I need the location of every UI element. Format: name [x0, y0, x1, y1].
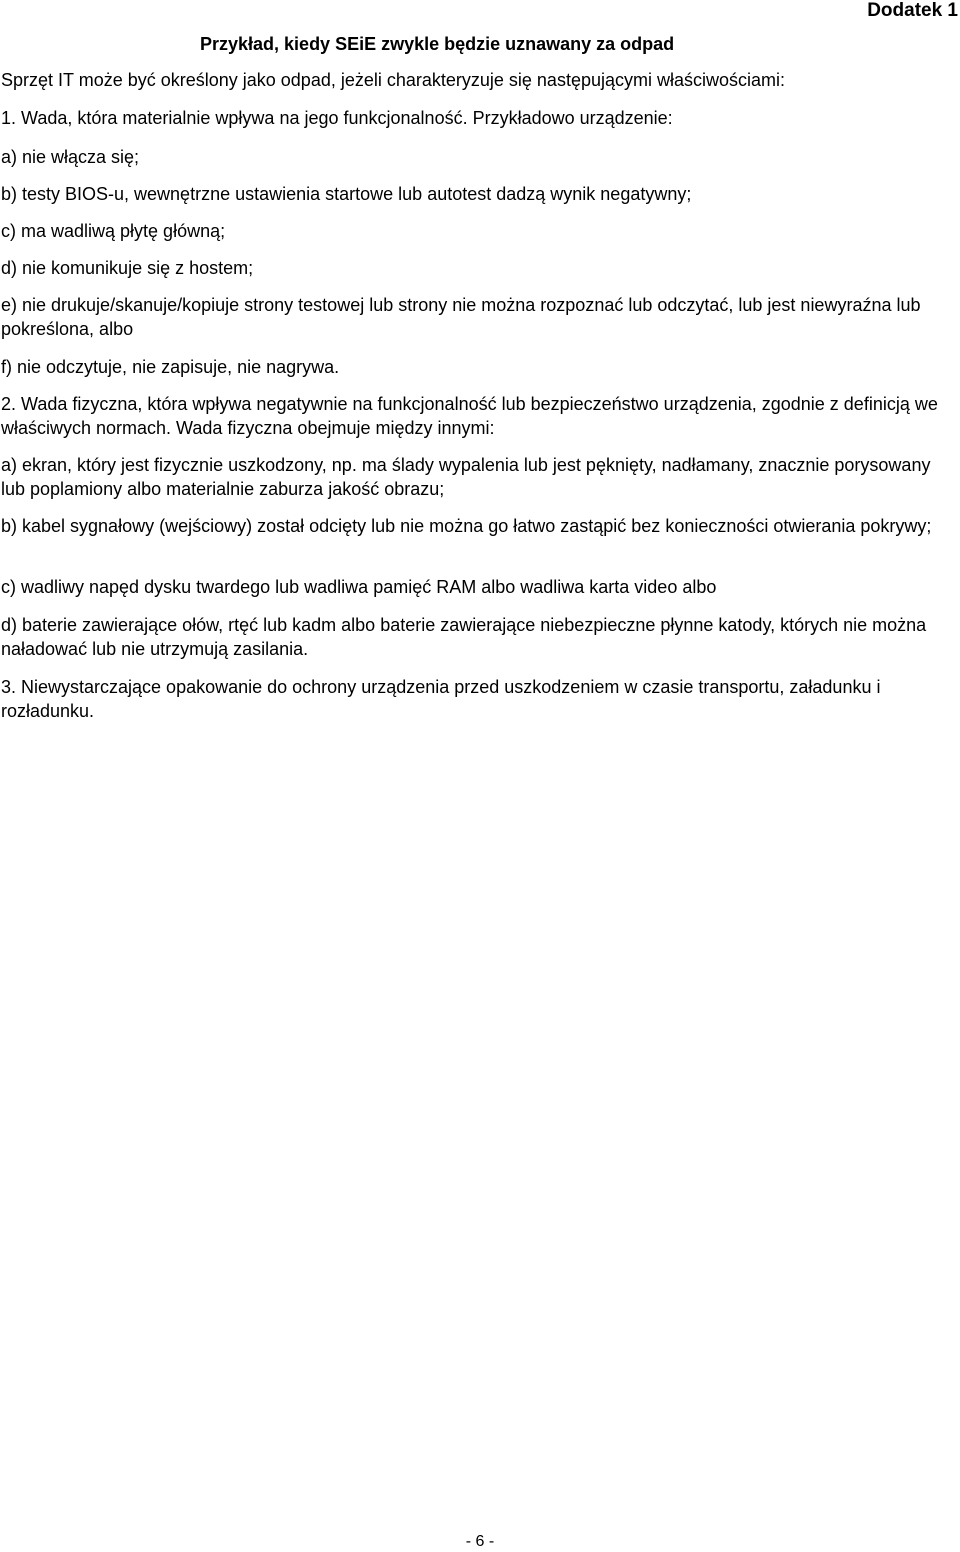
criterion-2: 2. Wada fizyczna, która wpływa negatywnie na funkcjonalność lub bezpieczeństwo urządzenia, zgodnie z definicją we właściwych normach. Wada fizyczna obejmuje między innymi:	[1, 394, 938, 438]
intro-paragraph: Sprzęt IT może być określony jako odpad, jeżeli charakteryzuje się następującymi właściwościami:	[1, 70, 786, 90]
criterion-1-item-c: c) ma wadliwą płytę główną;	[1, 221, 226, 241]
page-number: - 6 -	[465, 1533, 495, 1550]
criterion-2-item-d: d) baterie zawierające ołów, rtęć lub kadm albo baterie zawierające niebezpieczne płynne katody, których nie można naładować lub nie utrzymują zasilania.	[1, 615, 927, 659]
page-title: Przykład, kiedy SEiE zwykle będzie uznawany za odpad	[200, 34, 675, 54]
criterion-1-item-d: d) nie komunikuje się z hostem;	[1, 258, 254, 278]
criterion-1: 1. Wada, która materialnie wpływa na jego funkcjonalność. Przykładowo urządzenie:	[1, 108, 673, 128]
criterion-1-item-b: b) testy BIOS-u, wewnętrzne ustawienia startowe lub autotest dadzą wynik negatywny;	[1, 184, 692, 204]
criterion-2-item-a: a) ekran, który jest fizycznie uszkodzony, np. ma ślady wypalenia lub jest pęknięty, nadłamany, znacznie porysowany lub poplamiony albo materialnie zaburza jakość obrazu;	[1, 455, 931, 499]
criterion-1-item-f: f) nie odczytuje, nie zapisuje, nie nagrywa.	[1, 357, 340, 377]
criterion-3: 3. Niewystarczające opakowanie do ochrony urządzenia przed uszkodzeniem w czasie transportu, załadunku i rozładunku.	[1, 677, 881, 721]
annex-label: Dodatek 1	[867, 0, 958, 21]
criterion-1-item-e: e) nie drukuje/skanuje/kopiuje strony testowej lub strony nie można rozpoznać lub odczytać, lub jest niewyraźna lub pokreślona, albo	[1, 295, 921, 339]
criterion-2-item-b: b) kabel sygnałowy (wejściowy) został odcięty lub nie można go łatwo zastąpić bez konieczności otwierania pokrywy;	[1, 516, 932, 536]
criterion-1-item-a: a) nie włącza się;	[1, 147, 140, 167]
criterion-2-item-c: c) wadliwy napęd dysku twardego lub wadliwa pamięć RAM albo wadliwa karta video albo	[1, 577, 717, 597]
